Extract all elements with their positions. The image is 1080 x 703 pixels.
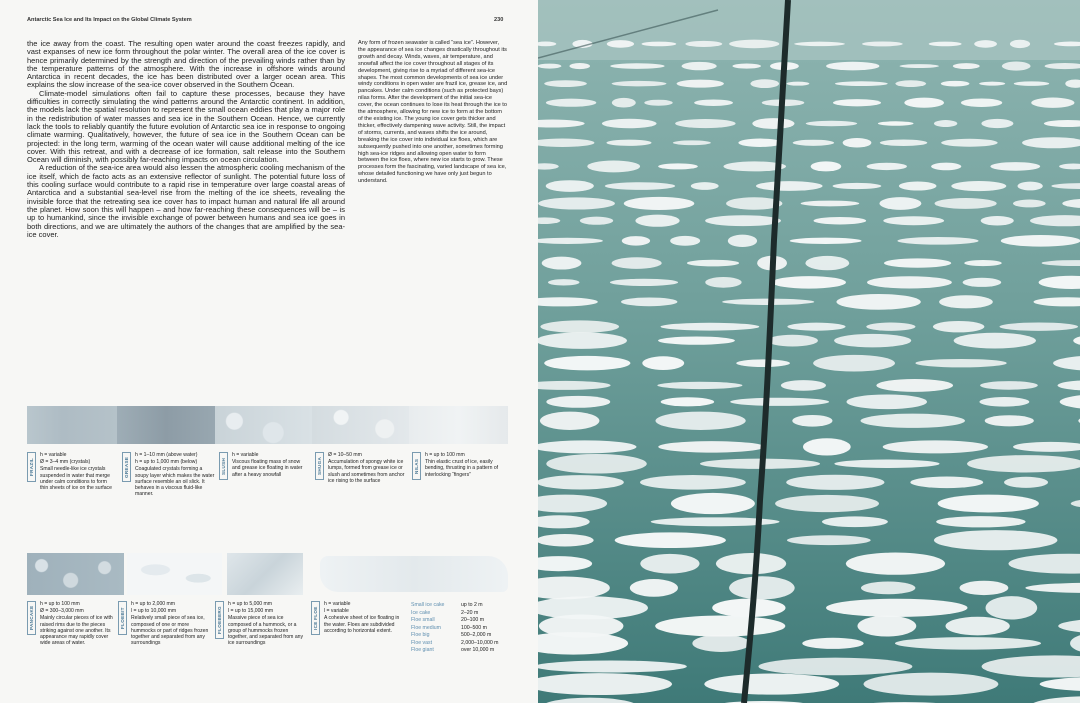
snow-floe-patch bbox=[1004, 477, 1048, 488]
nilas-description bbox=[425, 452, 505, 478]
snow-floe-patch bbox=[895, 80, 926, 87]
snow-floe-patch bbox=[787, 82, 810, 86]
snow-floe-patch bbox=[610, 63, 664, 69]
snow-floe-patch bbox=[670, 236, 700, 246]
snow-floe-patch bbox=[655, 616, 785, 637]
snow-floe-patch bbox=[540, 412, 599, 430]
snow-floe-patch bbox=[641, 42, 676, 47]
floeberg-description bbox=[228, 601, 306, 646]
floe-size-row bbox=[411, 602, 499, 610]
floebit-desc: Relatively small piece of sea ice, composed of one or more hummocks or part of ridges frozen together and separated from any surroundings bbox=[131, 615, 209, 647]
ice-texture-strip-row2 bbox=[27, 553, 508, 595]
snow-floe-patch bbox=[538, 64, 561, 69]
snow-floe-patch bbox=[716, 553, 786, 574]
floe-size-name: Floe small bbox=[411, 617, 435, 623]
ice-floe-description bbox=[324, 601, 400, 634]
snow-floe-patch bbox=[963, 278, 1002, 287]
nilas-label: NILAS bbox=[412, 452, 421, 480]
snow-floe-patch bbox=[999, 322, 1078, 330]
snow-floe-patch bbox=[538, 440, 636, 453]
snow-floe-patch bbox=[538, 660, 687, 672]
snow-floe-patch bbox=[682, 62, 717, 70]
snow-floe-patch bbox=[826, 62, 879, 71]
floebit-label: FLOEBIT bbox=[118, 601, 127, 635]
pancake-meta-d: Ø = 300–3,000 mm bbox=[40, 608, 84, 615]
shuga-texture-image bbox=[312, 406, 409, 444]
floe-size-row bbox=[411, 647, 499, 655]
snow-floe-patch bbox=[705, 215, 781, 226]
snow-floe-patch bbox=[900, 64, 939, 68]
sidebar-text: Any form of frozen seawater is called “sea ice”. However, the appearance of sea ice changes drastically throughout its growth and decay. Winds, waves, air temperature, and snowfall affect the ice cover throughout all stages of its development, giving rise to a myriad of different sea-ice shapes. The most common developments of sea ice under windy conditions in open water are frazil ice, grease ice, and pancakes. Under calm conditions (such as protected bays) nilas forms. After the development of the initial sea-ice cover, the ocean continues to lose its heat through the ice to the atmosphere, allowing for new ice to form at the bottom of the existing ice. The young ice cover gets thicker and thicker, effectively dampening wave activity. Still, the impact of storms, currents, and waves shifts the ice around, breaking the ice cover into individual ice floes, which are subsequently pushed into one another, sometimes forming high sea-ice ridges and allowing open water to form between the ice floes, where new ice starts to grow. These processes form the fascinating, varied landscape of sea ice, whose detailed functioning we have only just begun to understand. bbox=[358, 40, 508, 185]
snow-floe-patch bbox=[1010, 40, 1030, 48]
floe-size-value: 100–500 m bbox=[461, 624, 487, 631]
snow-floe-patch bbox=[884, 258, 951, 267]
snow-floe-patch bbox=[658, 336, 735, 344]
snow-floe-patch bbox=[935, 198, 997, 209]
snow-floe-patch bbox=[658, 163, 698, 169]
snow-floe-patch bbox=[794, 42, 845, 46]
snow-floe-patch bbox=[790, 238, 862, 244]
snow-floe-patch bbox=[657, 382, 742, 389]
snow-floe-patch bbox=[738, 139, 782, 147]
snow-floe-patch bbox=[811, 161, 842, 171]
floe-size-name: Ice cake bbox=[411, 609, 431, 616]
snow-floe-patch bbox=[951, 181, 1006, 191]
snow-floe-patch bbox=[660, 323, 759, 331]
snow-floe-patch bbox=[675, 119, 735, 128]
snow-floe-patch bbox=[606, 140, 651, 146]
floe-size-row bbox=[411, 610, 499, 618]
shuga-label: SHUGA bbox=[315, 452, 324, 480]
frazil-desc: Small needle-like ice crystals suspended in water that merge under calm conditions to form thin sheets of ice on the surface bbox=[40, 466, 112, 492]
snow-floe-patch bbox=[876, 379, 953, 392]
floeberg-desc: Massive piece of sea ice composed of a hummock, or a group of hummocks frozen together, and separated from any ice surroundings bbox=[228, 615, 304, 647]
snow-floe-patch bbox=[986, 596, 1038, 619]
ice-texture-strip-row1 bbox=[27, 406, 508, 444]
snow-floe-patch bbox=[836, 294, 920, 310]
snow-floe-patch bbox=[730, 398, 829, 406]
sea-ice-aerial-photo bbox=[538, 0, 1080, 703]
snow-floe-patch bbox=[910, 477, 983, 489]
snow-floe-patch bbox=[792, 415, 832, 427]
floe-size-row bbox=[411, 617, 499, 625]
snow-floe-patch bbox=[787, 535, 871, 545]
pancake-desc: Mainly circular pieces of ice with raised rims due to the pieces striking against one another. Its appearance may rapidly cover wide areas of water. bbox=[40, 615, 113, 647]
snow-floe-patch bbox=[775, 495, 879, 512]
snow-floe-patch bbox=[607, 40, 634, 48]
main-body-text bbox=[27, 40, 345, 239]
snow-floe-patch bbox=[980, 381, 1038, 390]
snow-floe-patch bbox=[729, 40, 779, 49]
snow-floe-patch bbox=[542, 257, 582, 270]
frazil-texture-image bbox=[27, 406, 117, 444]
snow-floe-patch bbox=[981, 119, 1013, 128]
snow-floe-patch bbox=[546, 180, 594, 192]
snow-floe-patch bbox=[705, 277, 741, 288]
snow-floe-patch bbox=[538, 197, 615, 209]
snow-floe-patch bbox=[546, 396, 610, 408]
slush-description bbox=[232, 452, 308, 478]
snow-floe-patch bbox=[621, 297, 677, 306]
snow-floe-patch bbox=[883, 440, 988, 453]
floeberg-meta-l: l = up to 15,000 mm bbox=[228, 608, 274, 615]
floe-size-name: Floe medium bbox=[411, 624, 441, 631]
snow-floe-patch bbox=[756, 181, 823, 191]
snow-floe-patch bbox=[728, 235, 757, 247]
frazil-label: FRAZIL bbox=[27, 452, 36, 482]
sea-ice-photo-illustration bbox=[538, 0, 1080, 703]
snow-floe-patch bbox=[658, 441, 765, 452]
snow-floe-patch bbox=[883, 216, 944, 225]
snow-floe-patch bbox=[781, 380, 826, 391]
floeberg-label: FLOEBERG bbox=[215, 601, 224, 639]
snow-floe-patch bbox=[610, 279, 678, 286]
body-paragraph: A reduction of the sea-ice area would also lessen the atmospheric cooling mechanism of the ice itself, which de facto acts as an extensive reflector of sunlight. The potential future loss of this cooling surface would contribute to a rapid rise in temperature over large coastal areas of Antarctica and a substantial sea-level rise from the melting of the ice sheets, revealing the invisible force that the retreating sea ice cover has to impact human and natural life all around the planet. How soon this will happen – and how far-reaching these consequences will be – is up to humankind, since the invisible exchange of power between humans and sea ice goes in both directions, and we are ultimately the authors of the changes that are amplified by the sea-ice cover. bbox=[27, 163, 345, 239]
pancake-label: PANCAKE bbox=[27, 601, 36, 635]
grease-meta-h: h = 1–10 mm (above water) bbox=[135, 452, 198, 458]
snow-floe-patch bbox=[758, 658, 912, 676]
frazil-meta-h: h = variable bbox=[40, 452, 67, 458]
snow-floe-patch bbox=[729, 576, 795, 599]
snow-floe-patch bbox=[1014, 81, 1049, 86]
snow-floe-patch bbox=[671, 493, 755, 514]
snow-floe-patch bbox=[834, 460, 939, 468]
snow-floe-patch bbox=[544, 356, 630, 370]
nilas-texture-image bbox=[409, 406, 508, 444]
snow-floe-patch bbox=[787, 323, 845, 331]
slush-label: SLUSH bbox=[219, 452, 228, 480]
snow-floe-patch bbox=[861, 582, 915, 595]
snow-floe-patch bbox=[813, 355, 895, 372]
snow-floe-patch bbox=[1001, 235, 1080, 247]
snow-floe-patch bbox=[612, 257, 662, 269]
floe-size-value: 500–2,000 m bbox=[461, 632, 492, 638]
snow-floe-patch bbox=[954, 333, 1036, 349]
snow-floe-patch bbox=[953, 63, 980, 69]
snow-floe-patch bbox=[546, 99, 596, 107]
snow-floe-patch bbox=[793, 140, 834, 146]
snow-floe-patch bbox=[862, 41, 903, 46]
snow-floe-patch bbox=[833, 99, 881, 106]
snow-floe-patch bbox=[929, 42, 962, 47]
snow-floe-patch bbox=[1002, 62, 1031, 71]
snow-floe-patch bbox=[644, 100, 672, 106]
snow-floe-patch bbox=[938, 495, 1039, 513]
snow-floe-patch bbox=[691, 182, 719, 190]
snow-floe-patch bbox=[822, 516, 888, 527]
slush-desc: Viscous floating mass of snow and grease ice floating in water after a heavy snowfall bbox=[232, 459, 303, 478]
snow-floe-patch bbox=[640, 554, 699, 574]
frazil-meta-d: Ø = 3–4 mm (crystals) bbox=[40, 459, 91, 466]
snow-floe-patch bbox=[964, 260, 1002, 266]
snow-floe-patch bbox=[736, 359, 790, 367]
snow-floe-patch bbox=[803, 438, 851, 455]
snow-floe-patch bbox=[933, 321, 984, 332]
snow-floe-patch bbox=[732, 64, 761, 69]
snow-floe-patch bbox=[866, 323, 915, 331]
floe-size-value: 2,000–10,000 m bbox=[461, 639, 499, 646]
snow-floe-patch bbox=[1013, 200, 1046, 208]
snow-floe-patch bbox=[544, 80, 587, 87]
snow-floe-patch bbox=[642, 356, 684, 370]
snow-floe-patch bbox=[934, 530, 1057, 550]
grease-desc: Coagulated crystals forming a soupy layer which makes the water surface resemble an oil slick. It behaves in a viscous fluid-like manner. bbox=[135, 466, 215, 498]
shuga-desc: Accumulation of spongy white ice lumps, formed from grease ice or slush and sometimes from anchor ice rising to the surface bbox=[328, 459, 405, 484]
snow-floe-patch bbox=[857, 616, 916, 637]
grease-meta-h-below: h = up to 1,000 mm (below) bbox=[135, 459, 198, 466]
snow-floe-patch bbox=[801, 201, 860, 207]
floe-size-value: over 10,000 m bbox=[461, 647, 495, 653]
floe-size-name: Floe giant bbox=[411, 647, 434, 653]
snow-floe-patch bbox=[546, 454, 646, 474]
grease-label: GREASE bbox=[122, 452, 131, 482]
floebit-meta-l: l = up to 10,000 mm bbox=[131, 608, 177, 615]
snow-floe-patch bbox=[939, 295, 993, 308]
floe-size-name: Floe vast bbox=[411, 639, 433, 646]
snow-floe-patch bbox=[640, 475, 746, 490]
snow-floe-patch bbox=[974, 40, 997, 48]
snow-floe-patch bbox=[936, 516, 1025, 527]
snow-floe-patch bbox=[712, 599, 785, 617]
snow-floe-patch bbox=[899, 182, 937, 191]
floe-size-value: 2–20 m bbox=[461, 609, 479, 616]
floebit-texture-image bbox=[127, 553, 222, 595]
snow-floe-patch bbox=[630, 579, 678, 597]
snow-floe-patch bbox=[945, 617, 1009, 636]
snow-floe-patch bbox=[538, 475, 624, 489]
snow-floe-patch bbox=[934, 120, 957, 127]
snow-floe-patch bbox=[941, 81, 970, 87]
snow-floe-patch bbox=[772, 276, 846, 289]
snow-floe-patch bbox=[802, 638, 863, 649]
floe-size-name: Floe big bbox=[411, 632, 430, 638]
snow-floe-patch bbox=[612, 81, 667, 86]
snow-floe-patch bbox=[750, 79, 779, 88]
snow-floe-patch bbox=[615, 532, 726, 548]
frazil-description bbox=[40, 452, 115, 491]
snow-floe-patch bbox=[878, 121, 914, 126]
snow-floe-patch bbox=[692, 635, 750, 652]
shuga-description bbox=[328, 452, 406, 484]
snow-floe-patch bbox=[904, 98, 944, 108]
snow-floe-patch bbox=[538, 332, 627, 348]
body-paragraph: the ice away from the coast. The resulting open water around the coast freezes rapidly, and vast expanses of new ice form throughout the polar winter. The overall area of the ice cover is hence primarily determined by the strength and direction of the prevailing winds rather than by the temperature patterns of the atmosphere. With the increase in offshore winds around Antarctica in recent decades, the ice has been distributed over a larger ocean area. This explains the slow increase of the sea-ice cover observed in the Southern Ocean. bbox=[27, 39, 345, 90]
snow-floe-patch bbox=[931, 163, 961, 171]
page-number: 230 bbox=[494, 17, 504, 23]
floe-size-value: 20–100 m bbox=[461, 617, 485, 623]
slush-meta-h: h = variable bbox=[232, 452, 259, 458]
snow-floe-patch bbox=[867, 276, 952, 288]
snow-floe-patch bbox=[580, 217, 613, 225]
snow-floe-patch bbox=[967, 455, 1080, 472]
floe-size-value: up to 2 m bbox=[461, 602, 483, 608]
snow-floe-patch bbox=[990, 162, 1040, 171]
snow-floe-patch bbox=[895, 637, 1041, 649]
ice-floe-desc: A cohesive sheet of ice floating in the water. Floes are subdivided according to horizontal extent. bbox=[324, 615, 400, 634]
snow-floe-patch bbox=[624, 197, 695, 210]
snow-floe-patch bbox=[704, 674, 839, 695]
snow-floe-patch bbox=[570, 63, 590, 69]
snow-floe-patch bbox=[805, 256, 849, 270]
pancake-meta-h: h = up to 100 mm bbox=[40, 601, 80, 607]
snow-floe-patch bbox=[786, 475, 884, 490]
snow-floe-patch bbox=[897, 237, 978, 245]
snow-floe-patch bbox=[960, 581, 1009, 595]
grease-description bbox=[135, 452, 217, 497]
snow-floe-patch bbox=[694, 99, 733, 105]
body-paragraph: Climate-model simulations often fail to capture these processes, because they have difficulties in correctly simulating the wind patterns around the Antarctic continent. In addition, the models lack the spatial resolution to represent the small ocean eddies that play a major role in the redistribution of water masses and sea ice in the Southern Ocean. Hence, we currently lack the tools to reliably quantify the future evolution of Antarctic sea ice in response to ongoing climate warming. Qualitatively, however, the future of sea ice in the Southern Ocean can be projected: in the long term, warming of the ocean water will cause additional melting of the ice cover. With this retreat, and with a decrease of ice formation, salt release into the Southern Ocean will diminish, with possibly far-reaching impacts on ocean circulation. bbox=[27, 88, 345, 165]
snow-floe-patch bbox=[846, 553, 945, 575]
snow-floe-patch bbox=[879, 197, 921, 210]
snow-floe-patch bbox=[806, 121, 857, 126]
snow-floe-patch bbox=[548, 279, 580, 285]
floe-size-row bbox=[411, 632, 499, 640]
snow-floe-patch bbox=[867, 163, 907, 170]
floeberg-texture-image bbox=[227, 553, 303, 595]
snow-floe-patch bbox=[540, 320, 619, 333]
floe-size-table bbox=[411, 602, 499, 655]
left-page bbox=[0, 0, 538, 703]
slush-texture-image bbox=[215, 406, 312, 444]
snow-floe-patch bbox=[687, 260, 739, 267]
snow-floe-patch bbox=[655, 412, 745, 430]
snow-floe-patch bbox=[847, 394, 927, 409]
snow-floe-patch bbox=[961, 98, 1002, 107]
snow-floe-patch bbox=[979, 397, 1029, 407]
snow-floe-patch bbox=[677, 80, 724, 88]
pancake-texture-image bbox=[27, 553, 124, 595]
snow-floe-patch bbox=[814, 217, 867, 225]
snow-floe-patch bbox=[864, 673, 999, 696]
snow-floe-patch bbox=[833, 183, 882, 189]
snow-floe-patch bbox=[979, 82, 1005, 86]
floe-size-name: Small ice cake bbox=[411, 602, 445, 608]
ice-floe-texture-image bbox=[320, 556, 508, 592]
snow-floe-patch bbox=[843, 138, 872, 148]
snow-floe-patch bbox=[826, 599, 967, 617]
snow-floe-patch bbox=[767, 335, 818, 347]
snow-floe-patch bbox=[941, 139, 997, 147]
ice-floe-label: ICE FLOE bbox=[311, 601, 320, 635]
snow-floe-patch bbox=[635, 215, 679, 227]
pancake-description bbox=[40, 601, 118, 646]
snow-floe-patch bbox=[985, 415, 1034, 426]
floebit-meta-h: h = up to 2,000 mm bbox=[131, 601, 176, 607]
floeberg-meta-h: h = up to 5,000 mm bbox=[228, 601, 273, 607]
shuga-meta-d: Ø = 10–50 mm bbox=[328, 452, 362, 458]
running-title: Antarctic Sea Ice and Its Impact on the Global Climate System bbox=[27, 17, 192, 23]
floe-size-row bbox=[411, 625, 499, 633]
grease-texture-image bbox=[117, 406, 215, 444]
snow-floe-patch bbox=[860, 414, 964, 428]
snow-floe-patch bbox=[835, 81, 888, 86]
snow-floe-patch bbox=[602, 119, 657, 128]
snow-floe-patch bbox=[981, 216, 1014, 226]
snow-floe-patch bbox=[673, 140, 711, 145]
floe-size-row bbox=[411, 640, 499, 648]
snow-floe-patch bbox=[752, 118, 794, 129]
snow-floe-patch bbox=[661, 397, 714, 406]
snow-floe-patch bbox=[834, 334, 911, 347]
snow-floe-patch bbox=[880, 140, 928, 147]
snow-floe-patch bbox=[685, 41, 722, 47]
snow-floe-patch bbox=[587, 160, 640, 172]
snow-floe-patch bbox=[915, 359, 1006, 367]
nilas-meta-h: h = up to 100 mm bbox=[425, 452, 465, 458]
snow-floe-patch bbox=[612, 98, 636, 108]
ice-floe-meta-l: l = variable bbox=[324, 608, 349, 615]
snow-floe-patch bbox=[1017, 182, 1042, 191]
nilas-desc: Thin elastic crust of ice, easily bending, thrusting in a pattern of interlocking “fingers” bbox=[425, 459, 499, 478]
ice-floe-meta-h: h = variable bbox=[324, 601, 351, 607]
snow-floe-patch bbox=[1031, 98, 1074, 108]
snow-floe-patch bbox=[622, 236, 650, 246]
snow-floe-patch bbox=[605, 182, 675, 190]
snow-floe-patch bbox=[538, 534, 594, 546]
floebit-description bbox=[131, 601, 211, 646]
